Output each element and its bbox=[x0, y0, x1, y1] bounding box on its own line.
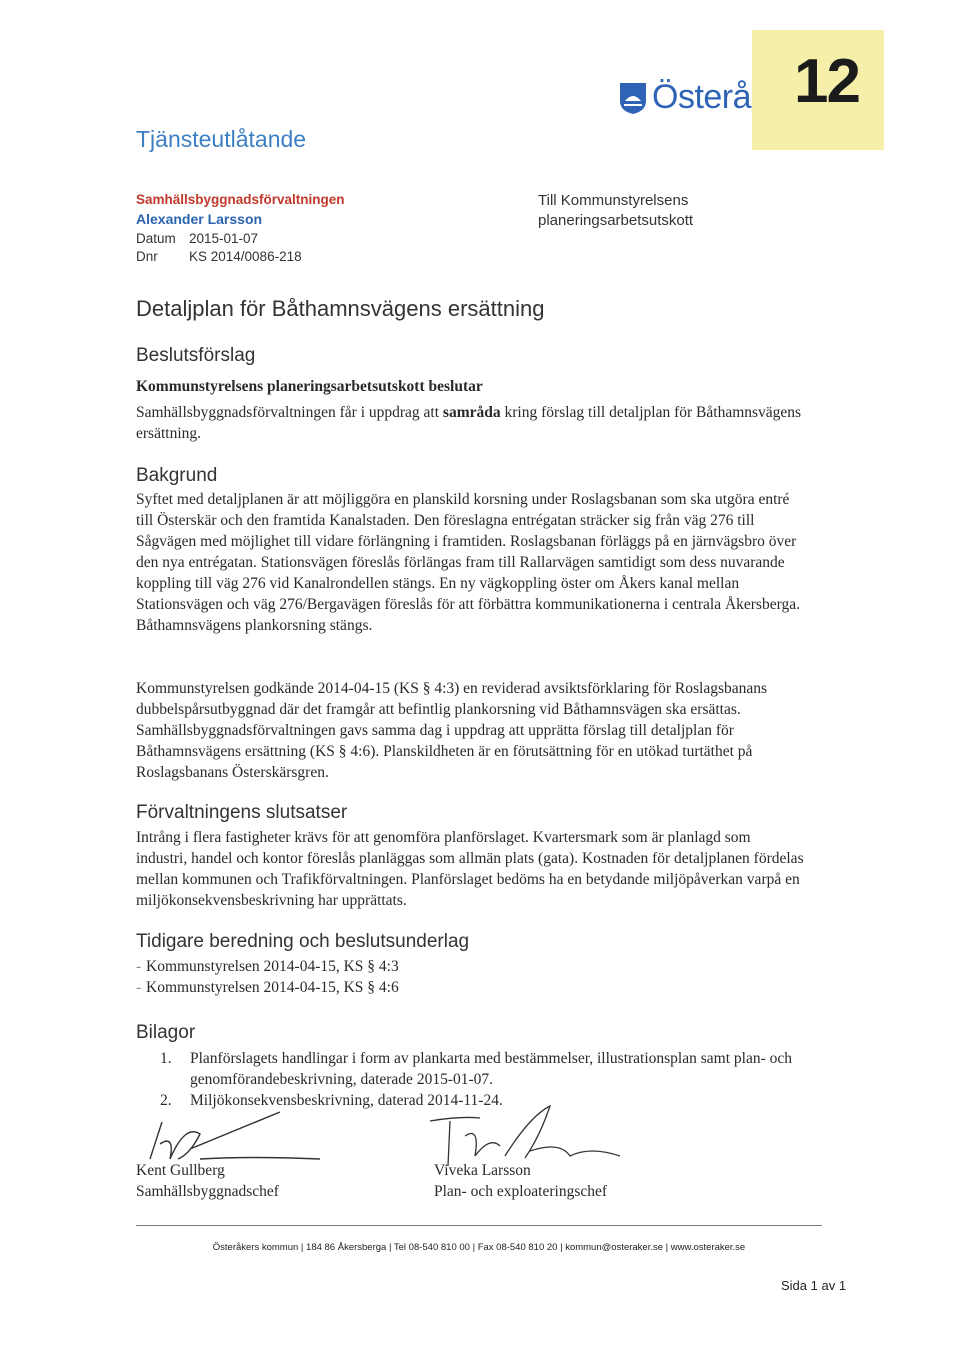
attachments-heading: Bilagor bbox=[136, 1022, 196, 1043]
decision-subheading: Kommunstyrelsens planeringsarbetsutskott beslutar bbox=[136, 378, 483, 395]
author: Alexander Larsson bbox=[136, 211, 263, 227]
attachment-text: Planförslagets handlingar i form av plankarta med bestämmelser, illustrationsplan samt plan- och genomförandebeskrivning, daterade 2015-01-07. bbox=[190, 1050, 792, 1088]
recipient-line-1: Till Kommunstyrelsens bbox=[538, 192, 689, 209]
date-label: Datum bbox=[136, 231, 176, 246]
date-value: 2015-01-07 bbox=[189, 231, 259, 246]
signature-right bbox=[434, 1160, 607, 1202]
attachment-number: 1. bbox=[160, 1050, 172, 1067]
list-item: - Kommunstyrelsen 2014-04-15, KS § 4:6 bbox=[136, 977, 399, 998]
page-number: Sida 1 av 1 bbox=[781, 1278, 847, 1293]
list-item: - Kommunstyrelsen 2014-04-15, KS § 4:3 bbox=[136, 956, 399, 977]
municipality-logo bbox=[618, 78, 751, 117]
footer-divider bbox=[136, 1225, 822, 1226]
decision-heading: Beslutsförslag bbox=[136, 345, 256, 366]
signer-title: Samhällsbyggnadschef bbox=[136, 1183, 279, 1200]
dnr-label: Dnr bbox=[136, 249, 158, 264]
footer-contact: Österåkers kommun | 184 86 Åkersberga | Tel 08-540 810 00 | Fax 08-540 810 20 | kommun@osteraker.se | www.osteraker.se bbox=[212, 1242, 746, 1253]
attachment-text: Miljökonsekvensbeskrivning, daterad 2014-11-24. bbox=[190, 1092, 503, 1109]
dnr-row bbox=[136, 249, 302, 264]
conclusions-text: Intrång i flera fastigheter krävs för att genomföra planförslaget. Kvartersmark som är planlagd som industri, handel och kontor föreslås planläggas som allmän plats (gata). Kostnaden för detaljplanen fördelas mellan kommunen och Trafikförvaltningen. Planförslaget bedöms ha en betydande miljöpåverkan varpå en miljökonsekvensbeskrivning har upprättats. bbox=[136, 829, 804, 909]
page-title: Detaljplan för Båthamnsvägens ersättning bbox=[136, 296, 545, 321]
list-item bbox=[136, 1048, 816, 1090]
department: Samhällsbyggnadsförvaltningen bbox=[136, 192, 345, 207]
conclusions-heading: Förvaltningens slutsatser bbox=[136, 802, 348, 823]
date-row bbox=[136, 231, 258, 246]
logo-text: Österå bbox=[652, 78, 752, 116]
decision-text: Samhällsbyggnadsförvaltningen får i uppdrag att samråda kring förslag till detaljplan för Båthamnsvägens ersättning. bbox=[136, 404, 802, 442]
background-heading: Bakgrund bbox=[136, 465, 218, 486]
attachment-number: 2. bbox=[160, 1092, 172, 1109]
document-type: Tjänsteutlåtande bbox=[136, 126, 307, 152]
recipient bbox=[538, 191, 693, 231]
signer-title: Plan- och exploateringschef bbox=[434, 1183, 608, 1200]
background-paragraph-2: Kommunstyrelsen godkände 2014-04-15 (KS § 4:3) en reviderad avsiktsförklaring för Roslagsbanans dubbelspårsutbyggnad där det framgår att befintlig plankorsning vid Båthamnsvägen ska ersättas. Samhällsbyggnadsförvaltningen gavs samma dag i uppdrag att upprätta förslag till detaljplan för Båthamnsvägens ersättning (KS § 4:6). Planskildheten är en förutsättning för en utökad turtäthet på Roslagsbanans Österskärsgren. bbox=[136, 680, 768, 781]
signer-name: Viveka Larsson bbox=[434, 1162, 531, 1179]
signer-name: Kent Gullberg bbox=[136, 1162, 225, 1179]
shield-icon bbox=[618, 81, 648, 115]
previous-list bbox=[136, 956, 399, 998]
sticky-note bbox=[752, 30, 884, 150]
sticky-number: 12 bbox=[794, 47, 859, 116]
dnr-value: KS 2014/0086-218 bbox=[189, 249, 302, 264]
signature-left bbox=[136, 1160, 279, 1202]
previous-heading: Tidigare beredning och beslutsunderlag bbox=[136, 931, 470, 952]
background-paragraph-1: Syftet med detaljplanen är att möjliggöra en planskild korsning under Roslagsbanan som ska utgöra entré till Österskär och den framtida Kanalstaden. Den föreslagna entrégatan sträcker sig från väg 276 till Sågvägen med möjlighet till vidare förlängning i framtiden. Roslagsbanan förläggs på en järnvägsbro över den nya entrégatan. Stationsvägen föreslås förlängas fram till Rallarvägen samtidigt som dess nuvarande koppling till väg 276 vid Kanalrondellen stängs. En ny vägkoppling öster om Åkers kanal mellan Stationsvägen och väg 276/Bergavägen föreslås för att förbättra kommunikationerna i centrala Åkersberga. Båthamnsvägens plankorsning stängs. bbox=[136, 491, 800, 634]
recipient-line-2: planeringsarbetsutskott bbox=[538, 212, 694, 229]
